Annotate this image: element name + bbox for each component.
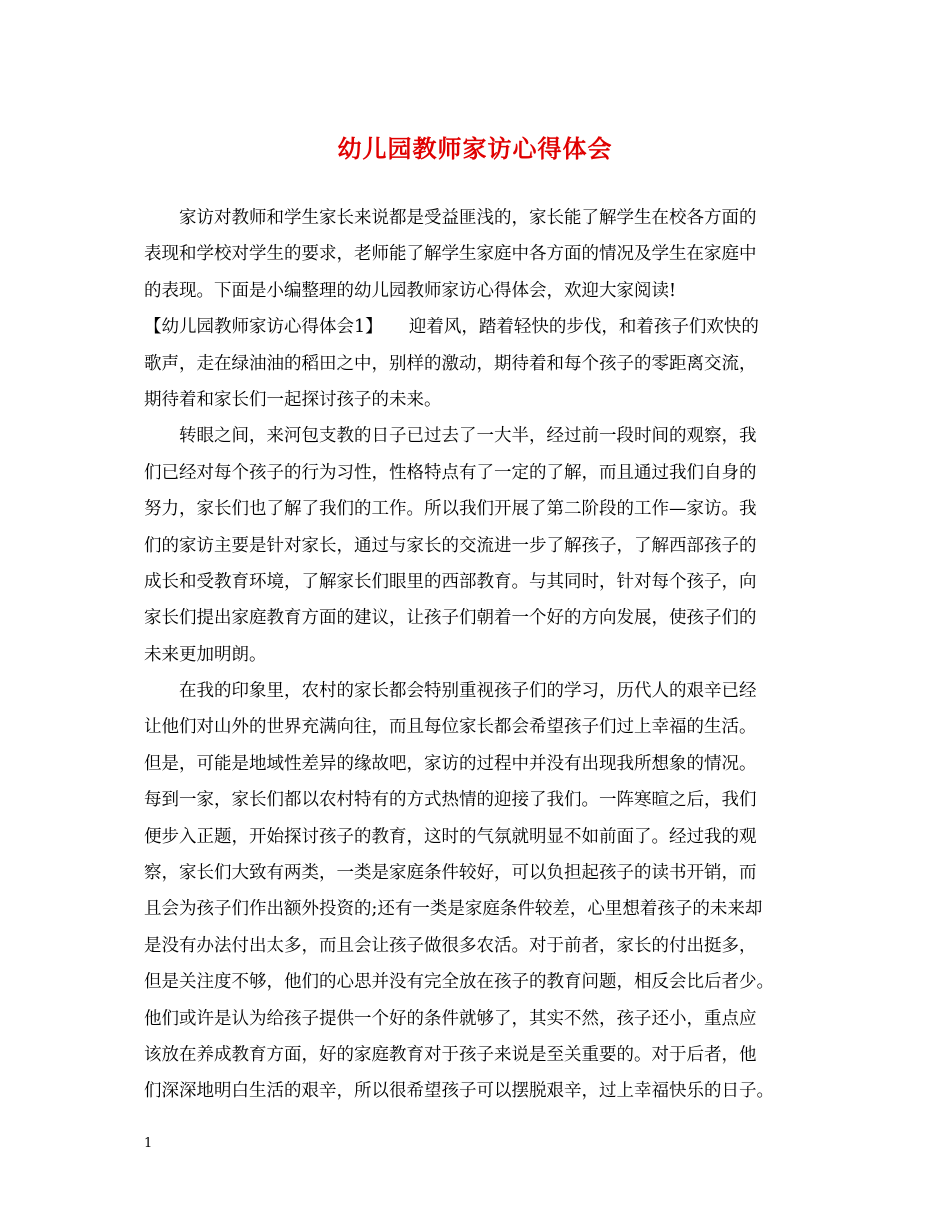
document-body: [144, 200, 816, 1110]
text-line: 们深深地明白生活的艰辛，所以很希望孩子可以摆脱艰辛，过上幸福快乐的日子。: [144, 1081, 774, 1102]
text-line: 转眼之间，来河包支教的日子已过去了一大半，经过前一段时间的观察，我: [144, 426, 757, 447]
text-line: 每到一家，家长们都以农村特有的方式热情的迎接了我们。一阵寒暄之后，我们: [144, 790, 757, 811]
text-line: 家长们提出家庭教育方面的建议，让孩子们朝着一个好的方向发展，使孩子们的: [144, 608, 757, 629]
text-line: 是没有办法付出太多，而且会让孩子做很多农活。对于前者，家长的付出挺多，: [144, 935, 757, 956]
document-title: 幼儿园教师家访心得体会: [337, 134, 613, 163]
text-line: 察，家长们大致有两类，一类是家庭条件较好，可以负担起孩子的读书开销，而: [144, 863, 757, 884]
page-number: 1: [144, 1136, 153, 1151]
text-line: 且会为孩子们作出额外投资的;还有一类是家庭条件较差，心里想着孩子的未来却: [144, 899, 763, 920]
text-line: 期待着和家长们一起探讨孩子的未来。: [144, 389, 442, 410]
text-line: 便步入正题，开始探讨孩子的教育，这时的气氛就明显不如前面了。经过我的观: [144, 826, 757, 847]
text-line: 歌声，走在绿油油的稻田之中，别样的激动，期待着和每个孩子的零距离交流，: [144, 353, 757, 374]
text-line: 的表现。下面是小编整理的幼儿园教师家访心得体会，欢迎大家阅读!: [144, 280, 677, 301]
text-line: 成长和受教育环境，了解家长们眼里的西部教育。与其同时，针对每个孩子，向: [144, 571, 757, 592]
text-line: 【幼儿园教师家访心得体会1】 迎着风，踏着轻快的步伐，和着孩子们欢快的: [144, 317, 759, 338]
text-line: 他们或许是认为给孩子提供一个好的条件就够了，其实不然，孩子还小，重点应: [144, 1008, 757, 1029]
text-line: 但是，可能是地域性差异的缘故吧，家访的过程中并没有出现我所想象的情况。: [144, 753, 757, 774]
text-line: 该放在养成教育方面，好的家庭教育对于孩子来说是至关重要的。对于后者，他: [144, 1044, 757, 1065]
text-line: 让他们对山外的世界充满向往，而且每位家长都会希望孩子们过上幸福的生活。: [144, 717, 757, 738]
text-line: 在我的印象里，农村的家长都会特别重视孩子们的学习，历代人的艰辛已经: [144, 681, 757, 702]
text-line: 家访对教师和学生家长来说都是受益匪浅的，家长能了解学生在校各方面的: [144, 208, 757, 228]
text-line: 表现和学校对学生的要求，老师能了解学生家庭中各方面的情况及学生在家庭中: [144, 244, 757, 265]
text-line: 未来更加明朗。: [144, 644, 267, 665]
text-line: 努力，家长们也了解了我们的工作。所以我们开展了第二阶段的工作—家访。我: [144, 499, 757, 520]
text-line: 们的家访主要是针对家长，通过与家长的交流进一步了解孩子，了解西部孩子的: [144, 535, 757, 556]
text-line: 但是关注度不够，他们的心思并没有完全放在孩子的教育问题，相反会比后者少。: [144, 972, 774, 993]
text-line: 们已经对每个孩子的行为习性，性格特点有了一定的了解，而且通过我们自身的: [144, 462, 757, 483]
